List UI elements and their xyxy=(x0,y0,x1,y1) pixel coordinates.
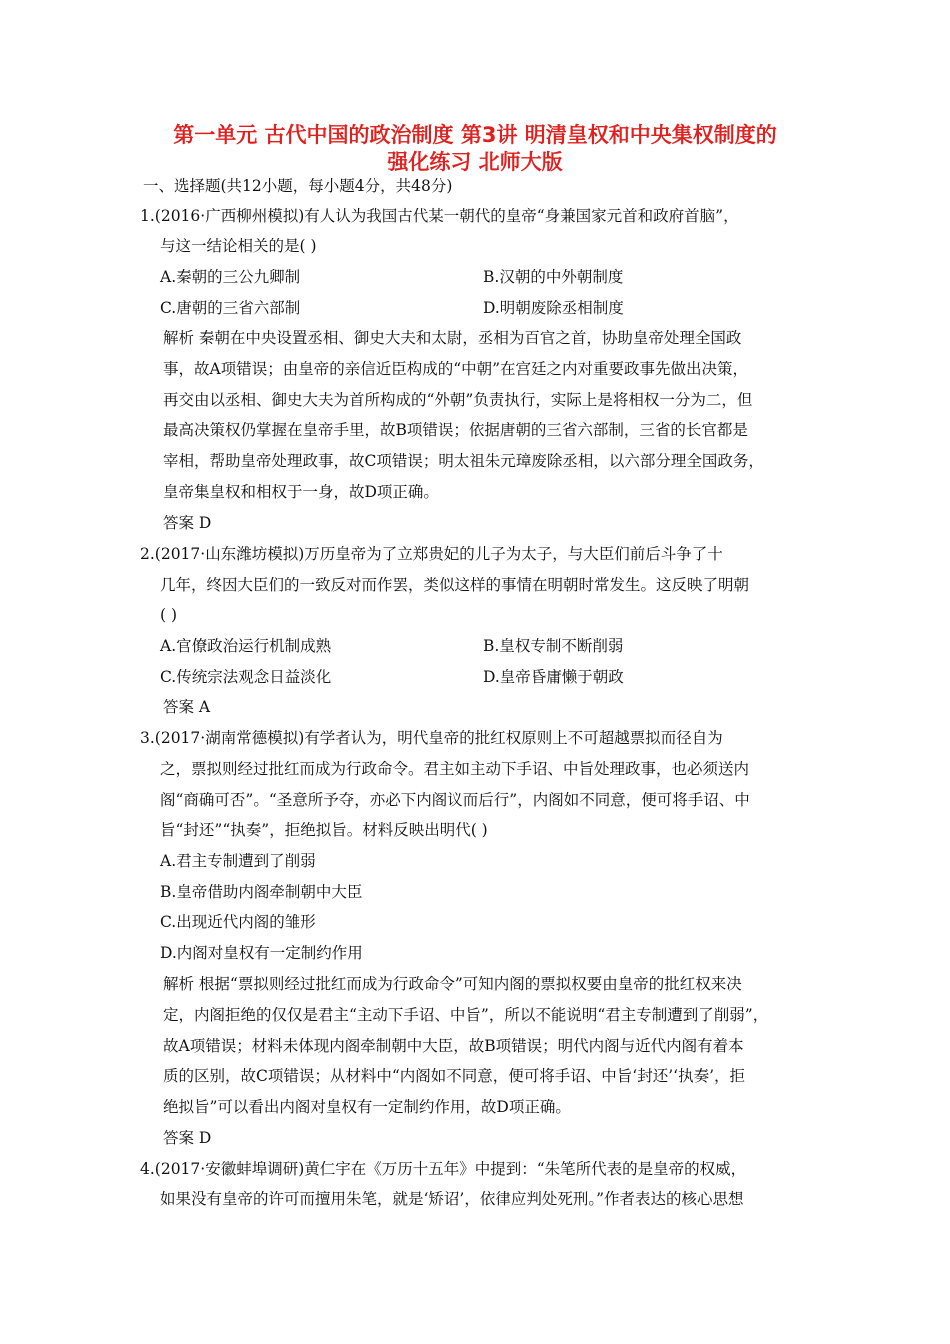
q3-stem-line-3: 阁“商确可否”。“圣意所予夺，亦必下内阁议而后行”，内阁如不同意，便可将手诏、中 xyxy=(160,791,750,809)
q1-stem-line-2: 与这一结论相关的是( ) xyxy=(160,237,317,255)
q2-stem-line-1: 2.(2017·山东潍坊模拟)万历皇帝为了立郑贵妃的儿子为太子，与大臣们前后斗争了十 xyxy=(140,545,723,563)
q4-stem-line-2: 如果没有皇帝的许可而擅用朱笔，就是‘矫诏’，依律应判处死刑。”作者表达的核心思想 xyxy=(160,1190,744,1208)
q1-option-b: B.汉朝的中外朝制度 xyxy=(483,268,624,286)
q1-explanation-line-4: 最高决策权仍掌握在皇帝手里，故B项错误；依据唐朝的三省六部制，三省的长官都是 xyxy=(163,421,748,439)
q3-stem-line-1: 3.(2017·湖南常德模拟)有学者认为，明代皇帝的批红权原则上不可超越票拟而径自为 xyxy=(140,729,723,747)
q1-explanation-line-5: 宰相，帮助皇帝处理政事，故C项错误；明太祖朱元璋废除丞相，以六部分理全国政务， xyxy=(163,452,764,470)
q2-option-b: B.皇权专制不断削弱 xyxy=(483,637,624,655)
q1-option-d: D.明朝废除丞相制度 xyxy=(483,299,624,317)
title-line-1: 第一单元 古代中国的政治制度 第3讲 明清皇权和中央集权制度的 xyxy=(173,123,777,147)
q3-option-a: A.君主专制遭到了削弱 xyxy=(160,852,316,870)
q2-answer: 答案 A xyxy=(163,698,211,716)
q3-stem-line-2: 之，票拟则经过批红而成为行政命令。君主如主动下手诏、中旨处理政事，也必须送内 xyxy=(160,760,750,778)
q3-explanation-line-4: 质的区别，故C项错误；从材料中“内阁如不同意，便可将手诏、中旨‘封还’‘执奏’，拒 xyxy=(163,1067,745,1085)
q2-stem-line-3: ( ) xyxy=(160,606,178,624)
q3-explanation-line-2: 定，内阁拒绝的仅仅是君主“主动下手诏、中旨”，所以不能说明“君主专制遭到了削弱”， xyxy=(163,1006,769,1024)
q1-explanation-line-6: 皇帝集皇权和相权于一身，故D项正确。 xyxy=(163,483,439,501)
q1-explanation-line-3: 再交由以丞相、御史大夫为首所构成的“外朝”负责执行，实际上是将相权一分为二，但 xyxy=(163,391,753,409)
q3-explanation-line-5: 绝拟旨”可以看出内阁对皇权有一定制约作用，故D项正确。 xyxy=(163,1098,571,1116)
q4-stem-line-1: 4.(2017·安徽蚌埠调研)黄仁宇在《万历十五年》中提到：“朱笔所代表的是皇帝的权威， xyxy=(140,1160,747,1178)
q1-explanation-line-2: 事，故A项错误；由皇帝的亲信近臣构成的“中朝”在宫廷之内对重要政事先做出决策， xyxy=(163,360,749,378)
q3-explanation-line-1: 解析 根据“票拟则经过批红而成为行政命令”可知内阁的票拟权要由皇帝的批红权来决 xyxy=(163,975,742,993)
q2-stem-line-2: 几年，终因大臣们的一致反对而作罢，类似这样的事情在明朝时常发生。这反映了明朝 xyxy=(160,576,750,594)
q1-answer: 答案 D xyxy=(163,514,212,532)
q3-stem-line-4: 旨“封还”“执奏”，拒绝拟旨。材料反映出明代( ) xyxy=(160,821,488,839)
q1-option-c: C.唐朝的三省六部制 xyxy=(160,299,301,317)
q3-option-d: D.内阁对皇权有一定制约作用 xyxy=(160,944,363,962)
q3-explanation-line-3: 故A项错误；材料未体现内阁牵制朝中大臣，故B项错误；明代内阁与近代内阁有着本 xyxy=(163,1037,744,1055)
q2-option-a: A.官僚政治运行机制成熟 xyxy=(160,637,332,655)
q3-answer: 答案 D xyxy=(163,1129,212,1147)
title-line-2: 强化练习 北师大版 xyxy=(387,150,563,174)
q2-option-d: D.皇帝昏庸懒于朝政 xyxy=(483,668,624,686)
q2-option-c: C.传统宗法观念日益淡化 xyxy=(160,668,332,686)
q1-option-a: A.秦朝的三公九卿制 xyxy=(160,268,301,286)
document-title xyxy=(120,122,830,176)
section-heading: 一、选择题(共12小题，每小题4分，共48分) xyxy=(143,177,453,195)
q1-explanation-line-1: 解析 秦朝在中央设置丞相、御史大夫和太尉，丞相为百官之首，协助皇帝处理全国政 xyxy=(163,329,742,347)
q3-option-c: C.出现近代内阁的雏形 xyxy=(160,913,316,931)
q3-option-b: B.皇帝借助内阁牵制朝中大臣 xyxy=(160,883,363,901)
q1-stem-line-1: 1.(2016·广西柳州模拟)有人认为我国古代某一朝代的皇帝“身兼国家元首和政府首脑”， xyxy=(140,207,739,225)
